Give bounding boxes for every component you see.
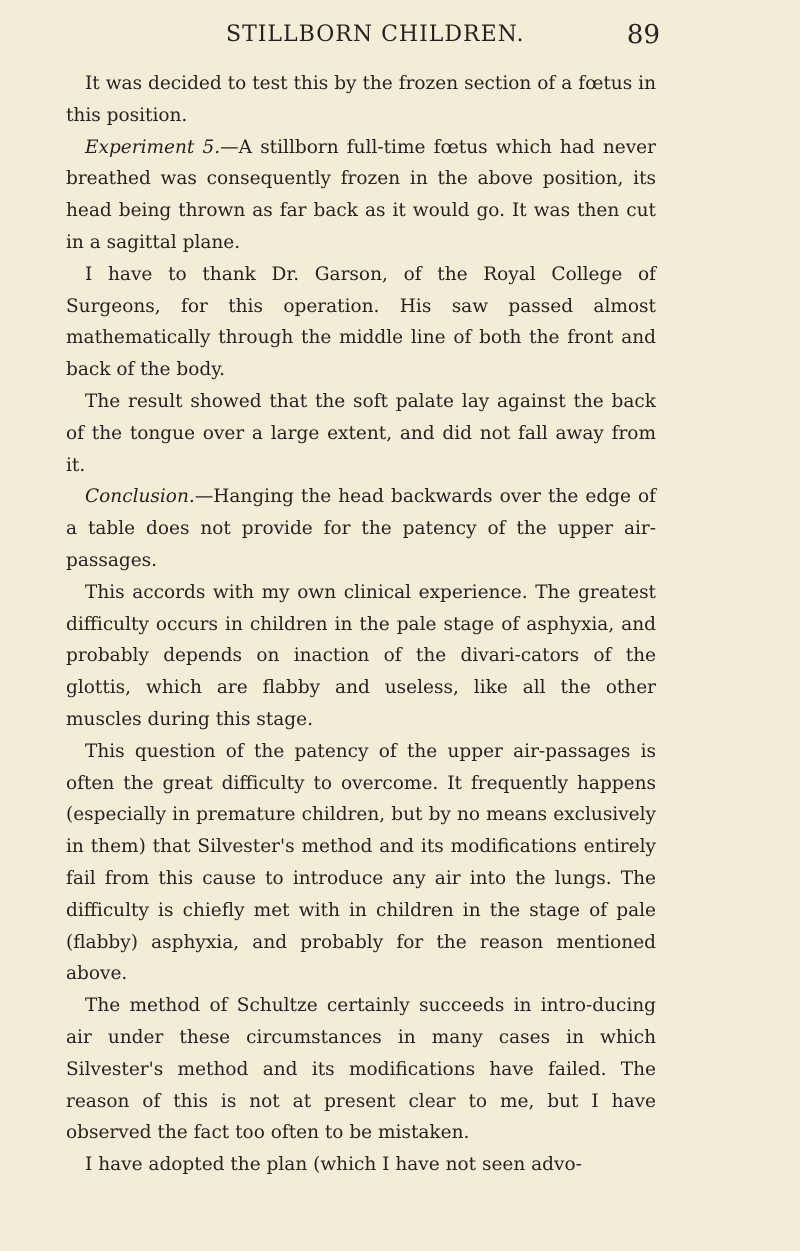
paragraph-9 — [66, 1149, 656, 1181]
paragraph-4-text: The result showed that the soft palate lay against the back of the tongue over a large extent, and did not fall away from it. — [66, 390, 656, 476]
paragraph-2 — [66, 132, 656, 259]
paragraph-1 — [66, 68, 656, 132]
paragraph-8-text: The method of Schultze certainly succeeds in intro-ducing air under these circumstances in many cases in which Silvester's method and its modifications have failed. The reason of this is not at present clear to me, but I have observed the fact too often to be mistaken. — [66, 995, 656, 1144]
paragraph-3 — [66, 259, 656, 386]
conclusion-heading: Conclusion. — [85, 486, 195, 508]
paragraph-4 — [66, 386, 656, 481]
running-head: STILLBORN CHILDREN. — [226, 22, 525, 47]
body-text — [66, 68, 656, 1181]
paragraph-6 — [66, 577, 656, 736]
paragraph-9-text: I have adopted the plan (which I have not seen advo- — [85, 1154, 582, 1176]
paragraph-8 — [66, 990, 656, 1149]
paragraph-5-text: —Hanging the head backwards over the edge of a table does not provide for the patency of the upper air-passages. — [66, 486, 656, 571]
paragraph-3-text: I have to thank Dr. Garson, of the Royal College of Surgeons, for this operation. His saw passed almost mathematically through the middle line of both the front and back of the body. — [66, 263, 656, 381]
paragraph-6-text: This accords with my own clinical experience. The greatest difficulty occurs in children in the pale stage of asphyxia, and probably depends on inaction of the divari-cators of the glottis, which are flabby and useless, like all the other muscles during this stage. — [66, 581, 656, 730]
paragraph-1-text: It was decided to test this by the frozen section of a fœtus in this position. — [66, 73, 656, 126]
paragraph-7-text: This question of the patency of the upper air-passages is often the great difficulty to overcome. It frequently happens (especially in premature children, but by no means exclusively in them) that Silvester's method and its modifications entirely fail from this cause to introduce any air into the lungs. The difficulty is chiefly met with in children in the stage of pale (flabby) asphyxia, and probably for the reason mentioned above. — [66, 740, 656, 985]
paragraph-5 — [66, 481, 656, 576]
experiment-heading: Experiment 5. — [85, 136, 221, 158]
page-header — [66, 20, 660, 62]
paragraph-2-text: —A stillborn full-time fœtus which had never breathed was consequently frozen in the above position, its head being thrown as far back as it would go. It was then cut in a sagittal plane. — [66, 136, 656, 253]
page-number: 89 — [626, 20, 660, 50]
paragraph-7 — [66, 736, 656, 990]
book-page — [66, 20, 660, 1181]
